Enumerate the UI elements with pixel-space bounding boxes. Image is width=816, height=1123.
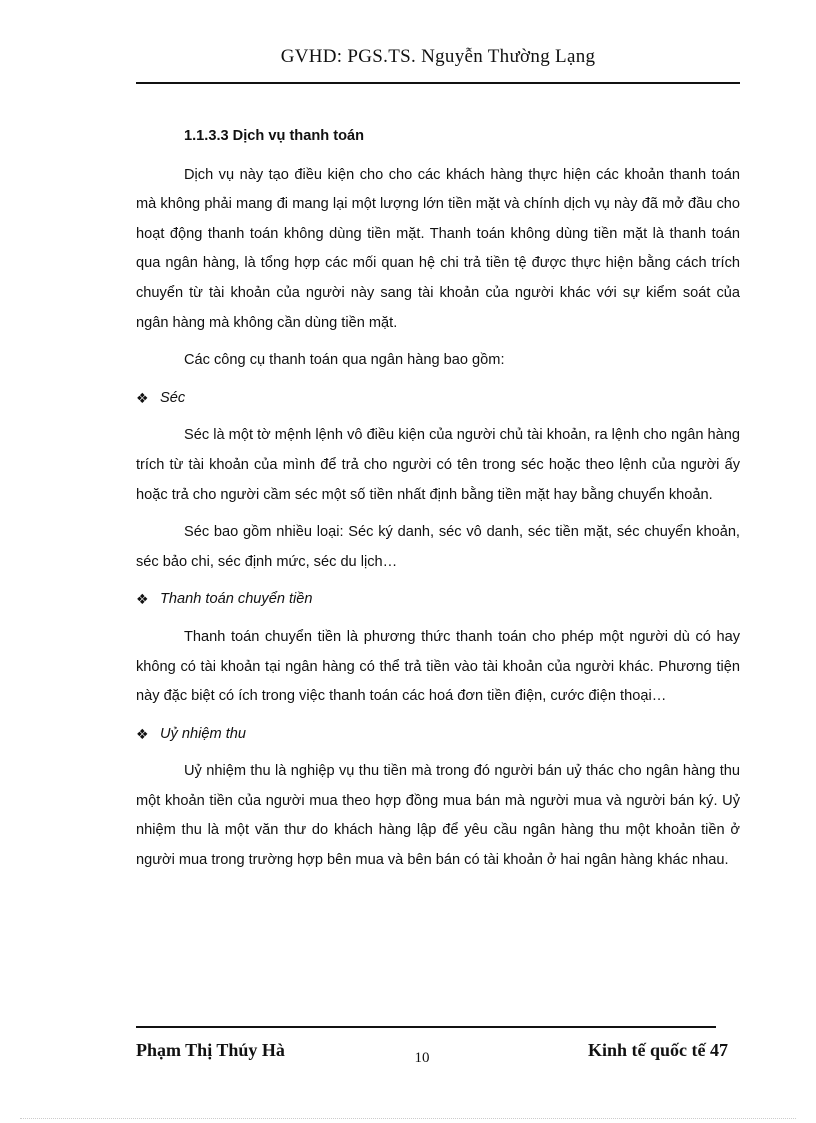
header-divider [136,82,740,84]
bullet-title: Séc [160,389,186,406]
bullet-item-sec [136,384,740,414]
section-heading: 1.1.3.3 Dịch vụ thanh toán [184,128,365,144]
four-diamond-bullet-icon: ❖ [136,591,149,608]
bullet-title: Uỷ nhiệm thu [160,725,246,742]
uy-nhiem-thu-paragraph: Uỷ nhiệm thu là nghiệp vụ thu tiền mà trong đó người bán uỷ thác cho ngân hàng thu một khoản tiền của người mua theo hợp đồng mua bán mà người mua và người bán ký. Uỷ nhiệm thu là một văn thư do khách hàng lập để yêu cầu ngân hàng thu một khoản tiền ở người mua trong trường hợp bên mua và bên bán có tài khoản ở hai ngân hàng khác nhau. [136,763,740,869]
four-diamond-bullet-icon: ❖ [136,725,149,742]
bullet-title: Thanh toán chuyển tiền [160,591,313,608]
bullet-item-chuyen-tien [136,585,740,615]
sec-paragraph-1: Séc là một tờ mệnh lệnh vô điều kiện của người chủ tài khoản, ra lệnh cho ngân hàng trích từ tài khoản của mình để trả cho người có tên trong séc hoặc theo lệnh của người ấy hoặc trả cho người cầm séc một số tiền nhất định bằng tiền mặt hay bằng chuyển khoản. [136,427,740,503]
four-diamond-bullet-icon: ❖ [136,389,149,406]
tools-intro: Các công cụ thanh toán qua ngân hàng bao gồm: [184,352,505,369]
page-number: 10 [414,1050,430,1066]
footer-class: Kinh tế quốc tế 47 [587,1040,728,1060]
sec-paragraph-2: Séc bao gồm nhiều loại: Séc ký danh, séc vô danh, séc tiền mặt, séc chuyển khoản, séc bảo chi, séc định mức, séc du lịch… [136,524,740,570]
page-bottom-border [20,1118,796,1119]
intro-paragraph: Dịch vụ này tạo điều kiện cho cho các khách hàng thực hiện các khoản thanh toán mà không phải mang đi mang lại một lượng lớn tiền mặt và chính dịch vụ này đã mở đầu cho hoạt động thanh toán không dùng tiền mặt. Thanh toán không dùng tiền mặt là thanh toán qua ngân hàng, là tổng hợp các mối quan hệ chi trả tiền tệ được thực hiện bằng cách trích chuyển từ tài khoản của người này sang tài khoản của người khác với sự kiểm soát của ngân hàng mà không cần dùng tiền mặt. [136,166,740,331]
chuyen-tien-paragraph: Thanh toán chuyển tiền là phương thức thanh toán cho phép một người dù có hay không có tài khoản tại ngân hàng có thể trả tiền vào tài khoản của người khác. Phương tiện này đặc biệt có ích trong việc thanh toán các hoá đơn tiền điện, cước điện thoại… [136,628,740,705]
footer-divider [136,1026,716,1028]
page-header-title: GVHD: PGS.TS. Nguyễn Thường Lạng [280,46,596,67]
footer-author: Phạm Thị Thúy Hà [136,1040,285,1060]
page-body [136,122,740,884]
bullet-item-uy-nhiem-thu [136,720,740,750]
